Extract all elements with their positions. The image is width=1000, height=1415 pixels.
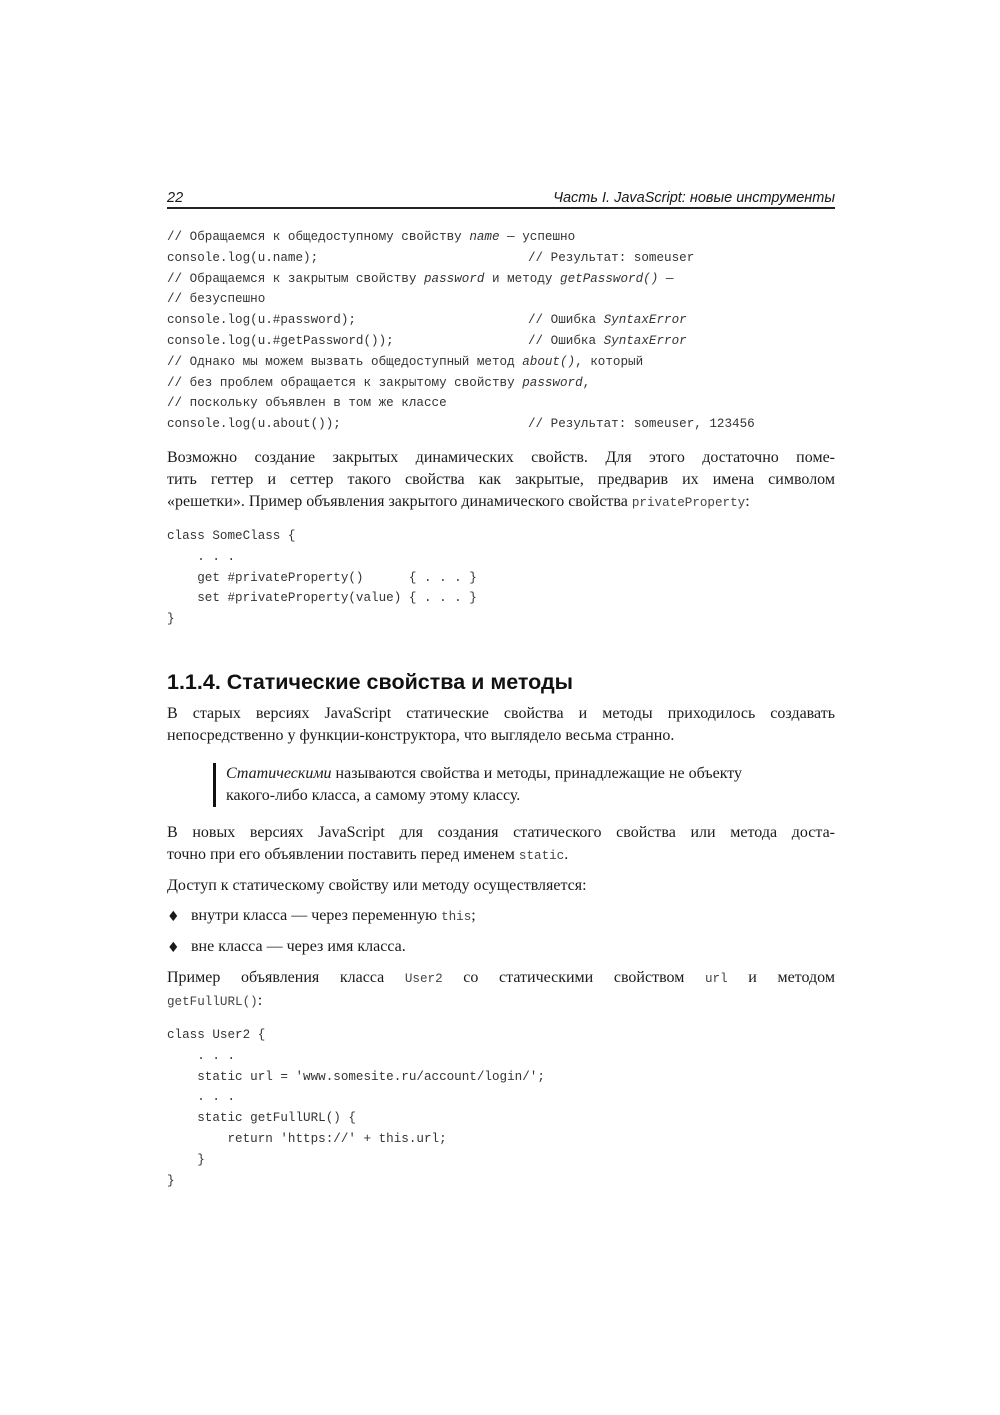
code-line: . . . bbox=[167, 1090, 236, 1105]
code-line: . . . bbox=[167, 549, 236, 564]
definition-note: Статическими называются свойства и методы, принадлежащие не объекту какого-либо класса, а самому этому классу. bbox=[213, 763, 835, 807]
code-line: // Обращаемся к закрытым свойству password и методу getPassword() — bbox=[167, 271, 674, 286]
page-number: 22 bbox=[167, 190, 184, 206]
code-block-private-access bbox=[167, 227, 835, 435]
code-line: // Однако мы можем вызвать общедоступный метод about(), который bbox=[167, 354, 644, 369]
code-line: } bbox=[167, 1152, 205, 1167]
code-line: // без проблем обращается к закрытому свойству password, bbox=[167, 375, 591, 390]
list-item: ♦ вне класса — через имя класса. bbox=[167, 936, 835, 959]
code-line: // Обращаемся к общедоступному свойству name — успешно bbox=[167, 230, 576, 244]
part-title: Часть I. JavaScript: новые инструменты bbox=[553, 190, 835, 206]
diamond-bullet-icon: ♦ bbox=[167, 908, 180, 925]
paragraph-old-versions: В старых версиях JavaScript статические свойства и методы приходилось создавать непосредственно у функции-конструктора, что выглядело весьма странно. bbox=[167, 704, 835, 744]
paragraph-private-dynamic: Возможно создание закрытых динамических свойств. Для этого достаточно поме- тить геттер и сеттер такого свойства как закрытые, предварив их имена символом «решетки». Пример объявления закрытого динамического свойства privateProperty: bbox=[167, 448, 835, 510]
code-line: } bbox=[167, 1173, 175, 1188]
code-line: static url = 'www.somesite.ru/account/login/'; bbox=[167, 1069, 545, 1084]
code-line: console.log(u.#getPassword()); // Ошибка SyntaxError bbox=[167, 333, 687, 348]
code-line: // поскольку объявлен в том же классе bbox=[167, 396, 447, 411]
diamond-bullet-icon: ♦ bbox=[167, 939, 180, 956]
code-line: class User2 { bbox=[167, 1027, 266, 1042]
code-line: return 'https://' + this.url; bbox=[167, 1131, 447, 1146]
code-line: console.log(u.name); // Результат: someuser bbox=[167, 250, 695, 265]
code-line: console.log(u.#password); // Ошибка SyntaxError bbox=[167, 313, 687, 328]
paragraph-example: Пример объявления класса User2 со статическими свойством url и методом getFullURL(): bbox=[167, 968, 835, 1009]
code-block-user2 bbox=[167, 1025, 835, 1191]
code-line: set #privateProperty(value) { . . . } bbox=[167, 591, 477, 606]
list-item: ♦ внутри класса — через переменную this; bbox=[167, 905, 835, 928]
running-header bbox=[167, 186, 835, 209]
code-line: static getFullURL() { bbox=[167, 1111, 356, 1126]
code-line: class SomeClass { bbox=[167, 528, 296, 543]
code-line: console.log(u.about()); // Результат: someuser, 123456 bbox=[167, 417, 755, 432]
code-line: } bbox=[167, 612, 175, 627]
code-line: // безуспешно bbox=[167, 292, 266, 307]
code-line: get #privateProperty() { . . . } bbox=[167, 570, 477, 585]
section-heading: 1.1.4. Статические свойства и методы bbox=[167, 669, 574, 694]
paragraph-new-versions: В новых версиях JavaScript для создания статического свойства или метода доста- точно при его объявлении поставить перед именем static. bbox=[167, 823, 835, 863]
definition-term: Статическими bbox=[226, 764, 332, 782]
code-line: . . . bbox=[167, 1048, 236, 1063]
book-page bbox=[167, 186, 835, 1191]
code-block-some-class bbox=[167, 526, 835, 630]
paragraph-access: Доступ к статическому свойству или методу осуществляется: bbox=[167, 876, 587, 894]
